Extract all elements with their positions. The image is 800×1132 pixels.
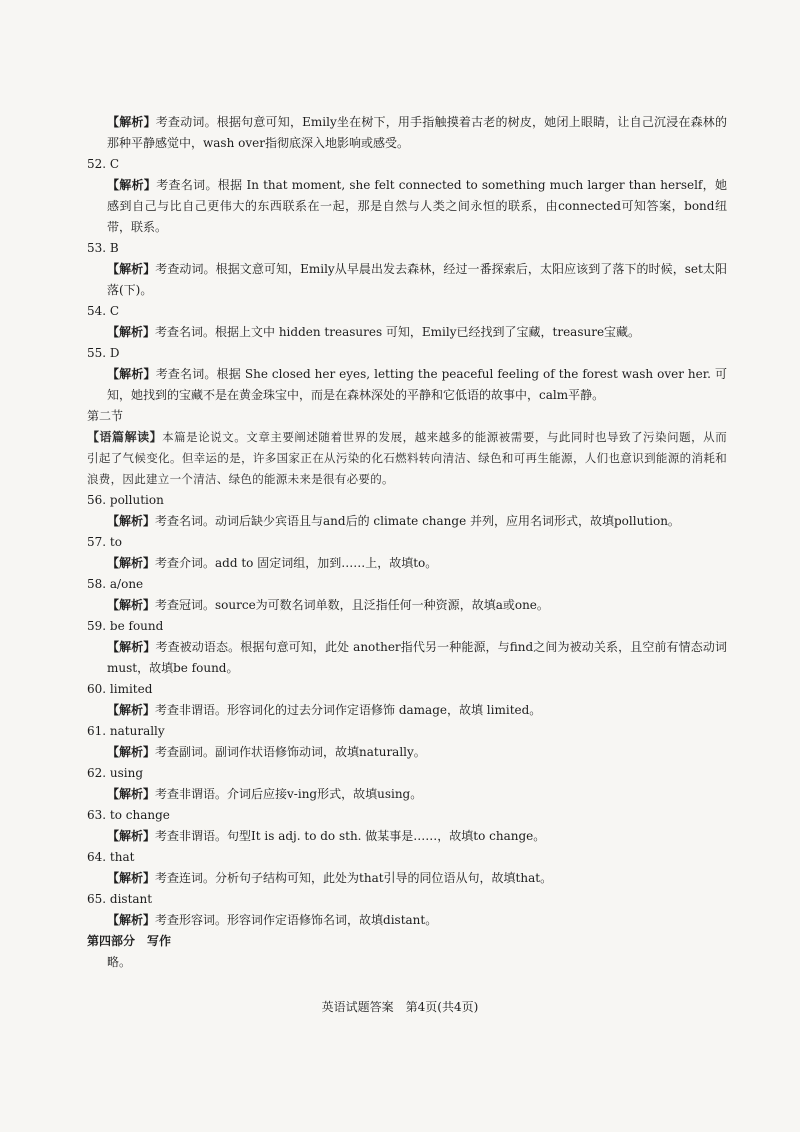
intro-analysis	[87, 112, 727, 154]
answer-number: 53. B	[87, 241, 119, 255]
answer-number: 52. C	[87, 157, 120, 171]
answer-number: 56. pollution	[87, 493, 164, 507]
reading-text: 本篇是论说文。文章主要阐述随着世界的发展，越来越多的能源被需要，与此同时也导致了污染问题，从而引起了气候变化。但幸运的是，许多国家正在从污染的化石燃料转向清洁、绿色和可再生能源，人们也意识到能源的消耗和浪费，因此建立一个清洁、绿色的能源未来是很有必要的。	[87, 430, 727, 486]
section4-body: 略。	[107, 955, 132, 969]
answer-analysis	[87, 175, 727, 238]
analysis-tag: 【解析】	[107, 871, 156, 885]
answer-content	[87, 112, 727, 973]
analysis-text: 考查动词。根据句意可知，Emily坐在树下，用手指触摸着古老的树皮，她闭上眼睛，让自己沉浸在森林的那种平静感觉中，wash over指彻底深入地影响或感受。	[107, 115, 727, 150]
analysis-tag: 【解析】	[107, 325, 156, 339]
analysis-tag: 【解析】	[107, 829, 156, 843]
analysis-text: 考查名词。根据上文中 hidden treasures 可知，Emily已经找到了宝藏，treasure宝藏。	[155, 325, 641, 339]
analysis-tag: 【解析】	[107, 178, 157, 192]
analysis-tag: 【解析】	[107, 556, 156, 570]
answer-number: 63. to change	[87, 808, 170, 822]
analysis-text: 考查非谓语。介词后应接v-ing形式，故填using。	[155, 787, 423, 801]
analysis-tag: 【解析】	[107, 703, 156, 717]
answer-number: 65. distant	[87, 892, 153, 906]
analysis-tag: 【解析】	[107, 514, 156, 528]
answer-analysis	[87, 868, 727, 889]
analysis-text: 考查非谓语。形容词化的过去分词作定语修饰 damage，故填 limited。	[155, 703, 542, 717]
analysis-tag: 【解析】	[107, 787, 156, 801]
analysis-tag: 【解析】	[107, 262, 156, 276]
answer-number: 57. to	[87, 535, 122, 549]
analysis-tag: 【解析】	[107, 115, 156, 129]
analysis-tag: 【解析】	[107, 913, 156, 927]
analysis-text: 考查非谓语。句型It is adj. to do sth. 做某事是……，故填to change。	[155, 829, 546, 843]
analysis-tag: 【解析】	[107, 640, 156, 654]
analysis-tag: 【解析】	[107, 598, 156, 612]
answer-analysis	[87, 826, 727, 847]
section2-items	[87, 490, 727, 931]
answer-analysis	[87, 553, 727, 574]
analysis-text: 考查名词。根据 In that moment, she felt connected to something much larger than herself，她感到自己与比自己更伟大的东西联系在一起，那是自然与人类之间永恒的联系，由connected可知答案，bond纽带，联系。	[107, 178, 727, 234]
answer-analysis	[87, 259, 727, 301]
answer-analysis	[87, 364, 727, 406]
answer-number: 60. limited	[87, 682, 153, 696]
answer-number: 54. C	[87, 304, 120, 318]
page-footer: 英语试题答案 第4页(共4页)	[321, 1000, 479, 1014]
answer-analysis	[87, 910, 727, 931]
section2-title: 第二节	[87, 409, 124, 423]
analysis-text: 考查被动语态。根据句意可知，此处 another指代另一种能源，与find之间为被动关系，且空前有情态动词must，故填be found。	[107, 640, 727, 675]
analysis-text: 考查名词。动词后缺少宾语且与and后的 climate change 并列，应用名词形式，故填pollution。	[155, 514, 680, 528]
analysis-tag: 【解析】	[107, 745, 156, 759]
answer-analysis	[87, 511, 727, 532]
analysis-text: 考查介词。add to 固定词组，加到……上，故填to。	[155, 556, 438, 570]
analysis-text: 考查冠词。source为可数名词单数，且泛指任何一种资源，故填a或one。	[155, 598, 549, 612]
answer-analysis	[87, 742, 727, 763]
section4-title: 第四部分 写作	[87, 934, 172, 948]
answer-number: 58. a/one	[87, 577, 144, 591]
analysis-text: 考查副词。副词作状语修饰动词，故填naturally。	[155, 745, 426, 759]
answer-number: 64. that	[87, 850, 135, 864]
analysis-text: 考查动词。根据文意可知，Emily从早晨出发去森林，经过一番探索后，太阳应该到了落下的时候，set太阳落(下)。	[107, 262, 727, 297]
answer-analysis	[87, 700, 727, 721]
answer-analysis	[87, 637, 727, 679]
reading-tag: 【语篇解读】	[87, 430, 163, 444]
analysis-text: 考查形容词。形容词作定语修饰名词，故填distant。	[155, 913, 438, 927]
reading-interpretation	[87, 427, 727, 490]
analysis-tag: 【解析】	[107, 367, 156, 381]
section1-items	[87, 154, 727, 406]
answer-number: 61. naturally	[87, 724, 165, 738]
answer-number: 62. using	[87, 766, 144, 780]
answer-analysis	[87, 595, 727, 616]
answer-analysis	[87, 322, 727, 343]
analysis-text: 考查连词。分析句子结构可知，此处为that引导的同位语从句，故填that。	[155, 871, 553, 885]
answer-analysis	[87, 784, 727, 805]
answer-number: 59. be found	[87, 619, 164, 633]
analysis-text: 考查名词。根据 She closed her eyes, letting the peaceful feeling of the forest wash over her. 可知，她找到的宝藏不是在黄金珠宝中，而是在森林深处的平静和它低语的故事中，calm平静。	[107, 367, 727, 402]
answer-number: 55. D	[87, 346, 120, 360]
